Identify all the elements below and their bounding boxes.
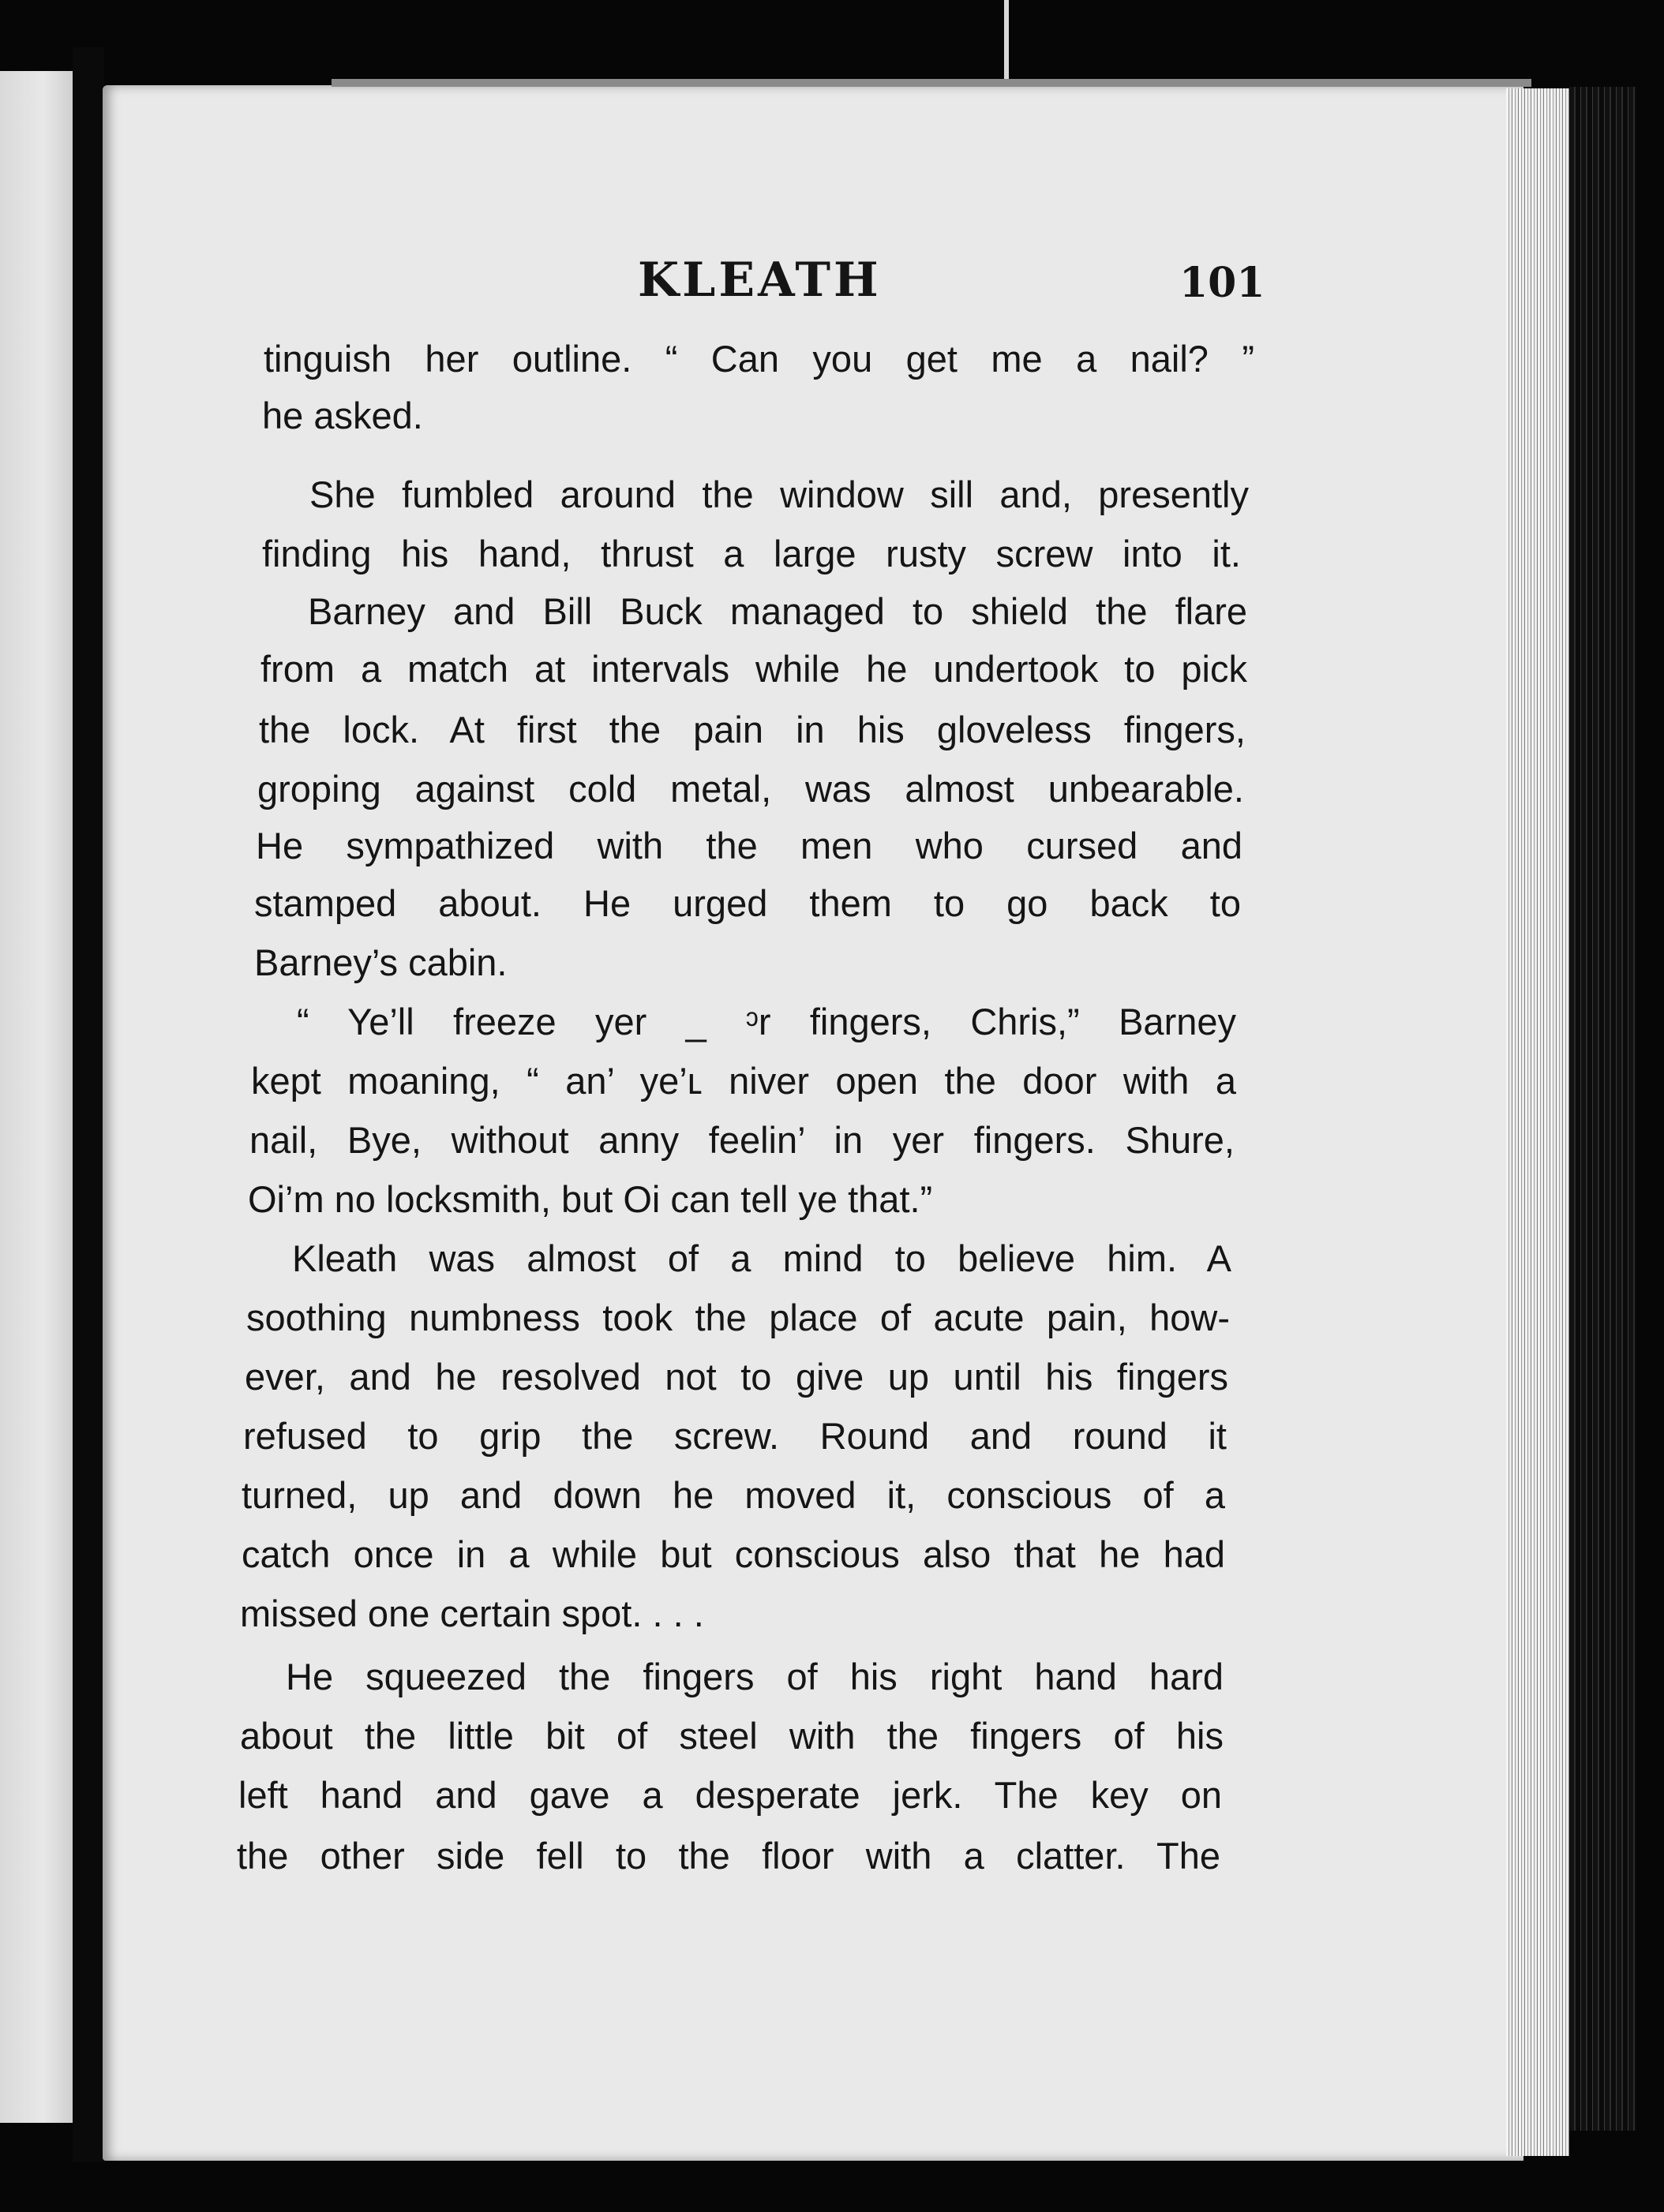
text-line: the other side fell to the floor with a clatter. The: [237, 1835, 1220, 1877]
text-line: the lock. At first the pain in his gloveless fingers,: [259, 709, 1246, 750]
text-line: tinguish her outline. “ Can you get me a nail? ”: [264, 338, 1254, 380]
text-line: groping against cold metal, was almost unbearable.: [257, 768, 1244, 810]
text-line: turned, up and down he moved it, conscious of a: [242, 1474, 1225, 1516]
running-head: [0, 253, 1664, 324]
left-facing-page-edge: [0, 71, 73, 2123]
text-line: Barney and Bill Buck managed to shield the flare: [308, 590, 1247, 632]
text-line: he asked.: [262, 395, 423, 436]
gutter-shadow: [73, 47, 104, 2162]
text-line: soothing numbness took the place of acute pain, how-: [246, 1297, 1230, 1338]
page-number: 101: [1179, 259, 1265, 307]
text-line: refused to grip the screw. Round and round it: [243, 1415, 1227, 1457]
page-top-edge: [332, 79, 1531, 87]
text-line: She fumbled around the window sill and, presently: [309, 473, 1249, 515]
text-line: left hand and gave a desperate jerk. The key on: [238, 1774, 1222, 1816]
text-line: He squeezed the fingers of his right hand hard: [286, 1656, 1224, 1697]
running-head-title: KLEATH: [638, 253, 882, 308]
text-line: catch once in a while but conscious also that he had: [242, 1533, 1225, 1575]
text-line: Kleath was almost of a mind to believe him. A: [292, 1237, 1231, 1279]
page-edge-stack: [1506, 88, 1569, 2156]
text-line: from a match at intervals while he undertook to pick: [260, 648, 1247, 690]
text-line: “ Ye’ll freeze yer _ ᵓr fingers, Chris,” Barney: [297, 1001, 1236, 1042]
text-line: missed one certain spot. . . .: [240, 1593, 704, 1634]
text-line: nail, Bye, without anny feelin’ in yer fingers. Shure,: [249, 1119, 1235, 1161]
text-line: about the little bit of steel with the fingers of his: [240, 1715, 1224, 1757]
scan-tab-mark: [1004, 0, 1009, 85]
text-line: stamped about. He urged them to go back to: [254, 882, 1241, 924]
text-line: He sympathized with the men who cursed and: [256, 825, 1242, 866]
text-line: kept moaning, “ an’ ye’ʟ niver open the door with a: [251, 1060, 1236, 1102]
text-line: Barney’s cabin.: [254, 941, 508, 983]
book-binding-edge: [1569, 87, 1636, 2131]
text-line: Oi’m no locksmith, but Oi can tell ye that.”: [248, 1178, 933, 1220]
text-line: ever, and he resolved not to give up until his fingers: [245, 1356, 1228, 1398]
text-line: finding his hand, thrust a large rusty screw into it.: [262, 533, 1241, 575]
